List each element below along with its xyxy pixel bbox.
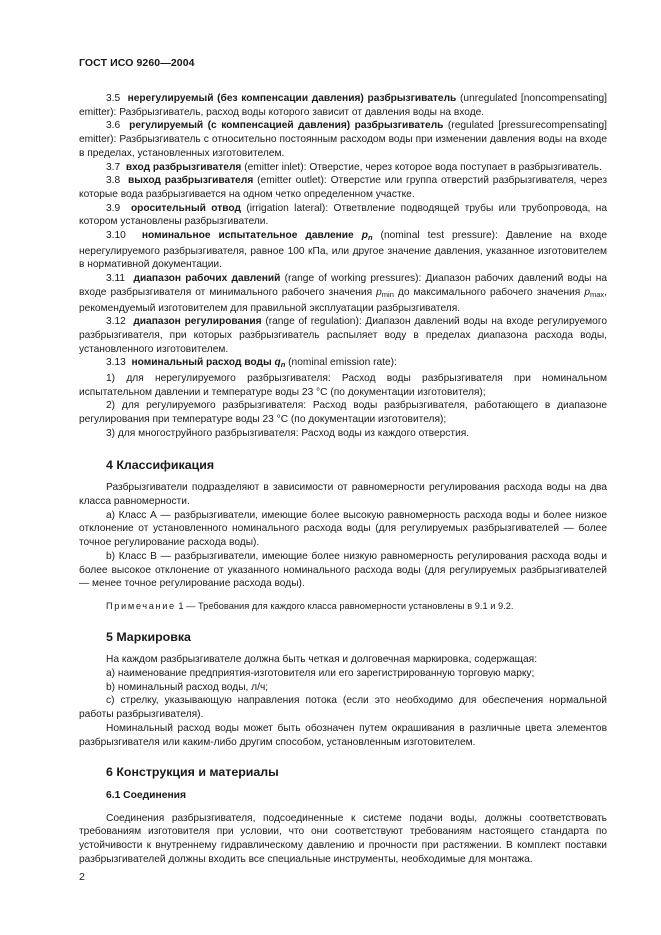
page-number: 2 bbox=[79, 871, 85, 883]
term-3-7: 3.7 вход разбрызгивателя (emitter inlet): Отверстие, через которое вода поступает в разбрызгиватель. bbox=[106, 161, 602, 173]
section-6-heading: 6 Конструкция и материалы bbox=[106, 765, 279, 780]
term-3-13: 3.13 номинальный расход воды $q_n$ (nominal emission rate): bbox=[106, 357, 397, 370]
page-content bbox=[79, 92, 607, 866]
section-5-heading: 5 Маркировка bbox=[106, 629, 191, 644]
list-item: c) стрелку, указывающую направления потока (если это необходимо для обеспечения нормальной работы разбрызгивателя). bbox=[79, 695, 607, 721]
section-5-outro: Номинальный расход воды может быть обозначен путем окрашивания в различные цвета элементов разбрызгивателя или каким-либо другим способом, установленным изготовителем. bbox=[79, 722, 607, 748]
list-item: 3) для многоструйного разбрызгивателя: Расход воды из каждого отверстия. bbox=[106, 427, 470, 439]
section-6-1-text: Соединения разбрызгивателя, подсоединенные к системе подачи воды, должны соответствовать требованиям изготовителя при условии, что они соответствуют требованиям настоящего стандарта по устойчивости к внутреннему гидравлическому давлению и прочности при растяжении. В комплект поставки разбрызгивателей должны входить все специальные инструменты, необходимые для монтажа. bbox=[79, 812, 607, 865]
list-item: 2) для регулируемого разбрызгивателя: Расход воды разбрызгивателя, работающего в диапазоне регулирования при температуре воды 23 °С (по документации изготовителя); bbox=[79, 400, 607, 426]
term-3-10: 3.10 номинальное испытательное давление $p_n$ (nominal test pressure): Давление на входе нерегулируемого разбрызгивателя, равное 100 кПа, или другое значение давления, указанное изготовителем в нормативной документации. bbox=[79, 230, 607, 271]
term-3-5: 3.5 нерегулируемый (без компенсации давления) разбрызгиватель (unregulated [noncompensating] emitter): Разбрызгиватель, расход воды которого зависит от давления воды на входе. bbox=[79, 93, 608, 118]
list-item: а) наименование предприятия-изготовителя или его зарегистрированную торговую марку; bbox=[106, 668, 535, 680]
term-3-11: 3.11 диапазон рабочих давлений (range of working pressures): Диапазон рабочих давлений воды на входе разбрызгивателя от минимального рабочего значения $p_{min}$ до максимального рабочего значения $p_{max}$, рекомендуемый изготовителем для правильной эксплуатации разбрызгивателя. bbox=[79, 273, 607, 314]
subsection-6-1-heading: 6.1 Соединения bbox=[106, 789, 186, 801]
section-4-heading: 4 Классификация bbox=[106, 457, 215, 472]
class-b-item: b) Класс В — разбрызгиватели, имеющие более низкую равномерность регулирования расхода воды и более высокое отклонение от указанного номинального расхода воды (для регулируемых разбрызгивателей — менее точное регулирование расхода воды). bbox=[79, 550, 607, 590]
term-3-6: 3.6 регулируемый (с компенсацией давления) разбрызгиватель (regulated [pressurecompensating] emitter): Разбрызгиватель с относительно постоянным расходом воды при изменении давления воды на входе в пределах, установленных изготовителем. bbox=[79, 120, 607, 159]
section-4-intro: Разбрызгиватели подразделяют в зависимости от равномерности регулирования расхода воды на два класса равномерности. bbox=[79, 482, 607, 507]
document-header: ГОСТ ИСО 9260—2004 bbox=[79, 57, 195, 69]
section-5-intro: На каждом разбрызгивателе должна быть четкая и долговечная маркировка, содержащая: bbox=[106, 654, 538, 666]
list-item: 1) для нерегулируемого разбрызгивателя: Расход воды разбрызгивателя при номинальном испытательном давлении и температуре воды 23 °С (по документации изготовителя); bbox=[79, 373, 607, 398]
list-item: b) номинальный расход воды, л/ч; bbox=[106, 681, 269, 693]
note: Примечание 1 — Требования для каждого класса равномерности установлены в 9.1 и 9.2. bbox=[106, 600, 514, 611]
term-3-12: 3.12 диапазон регулирования (range of regulation): Диапазон давлений воды на входе регулируемого разбрызгивателя, при которых разбрызгиватель распыляет воду в пределах диапазона расхода воды, установленного изготовителем. bbox=[79, 316, 608, 355]
class-a-item: а) Класс А — разбрызгиватели, имеющие более высокую равномерность расхода воды и более низкое отклонение от установленного номинального расхода воды (для регулируемых разбрызгивателей — более точное регулирование расхода воды). bbox=[79, 509, 607, 549]
term-3-9: 3.9 оросительный отвод (irrigation lateral): Ответвление подводящей трубы или трубопровода, на котором установлены разбрызгиватели. bbox=[79, 202, 607, 228]
term-3-8: 3.8 выход разбрызгивателя (emitter outlet): Отверстие или группа отверстий разбрызгивателя, через которые вода разбрызгивается на одном четко определенном участке. bbox=[79, 175, 608, 200]
